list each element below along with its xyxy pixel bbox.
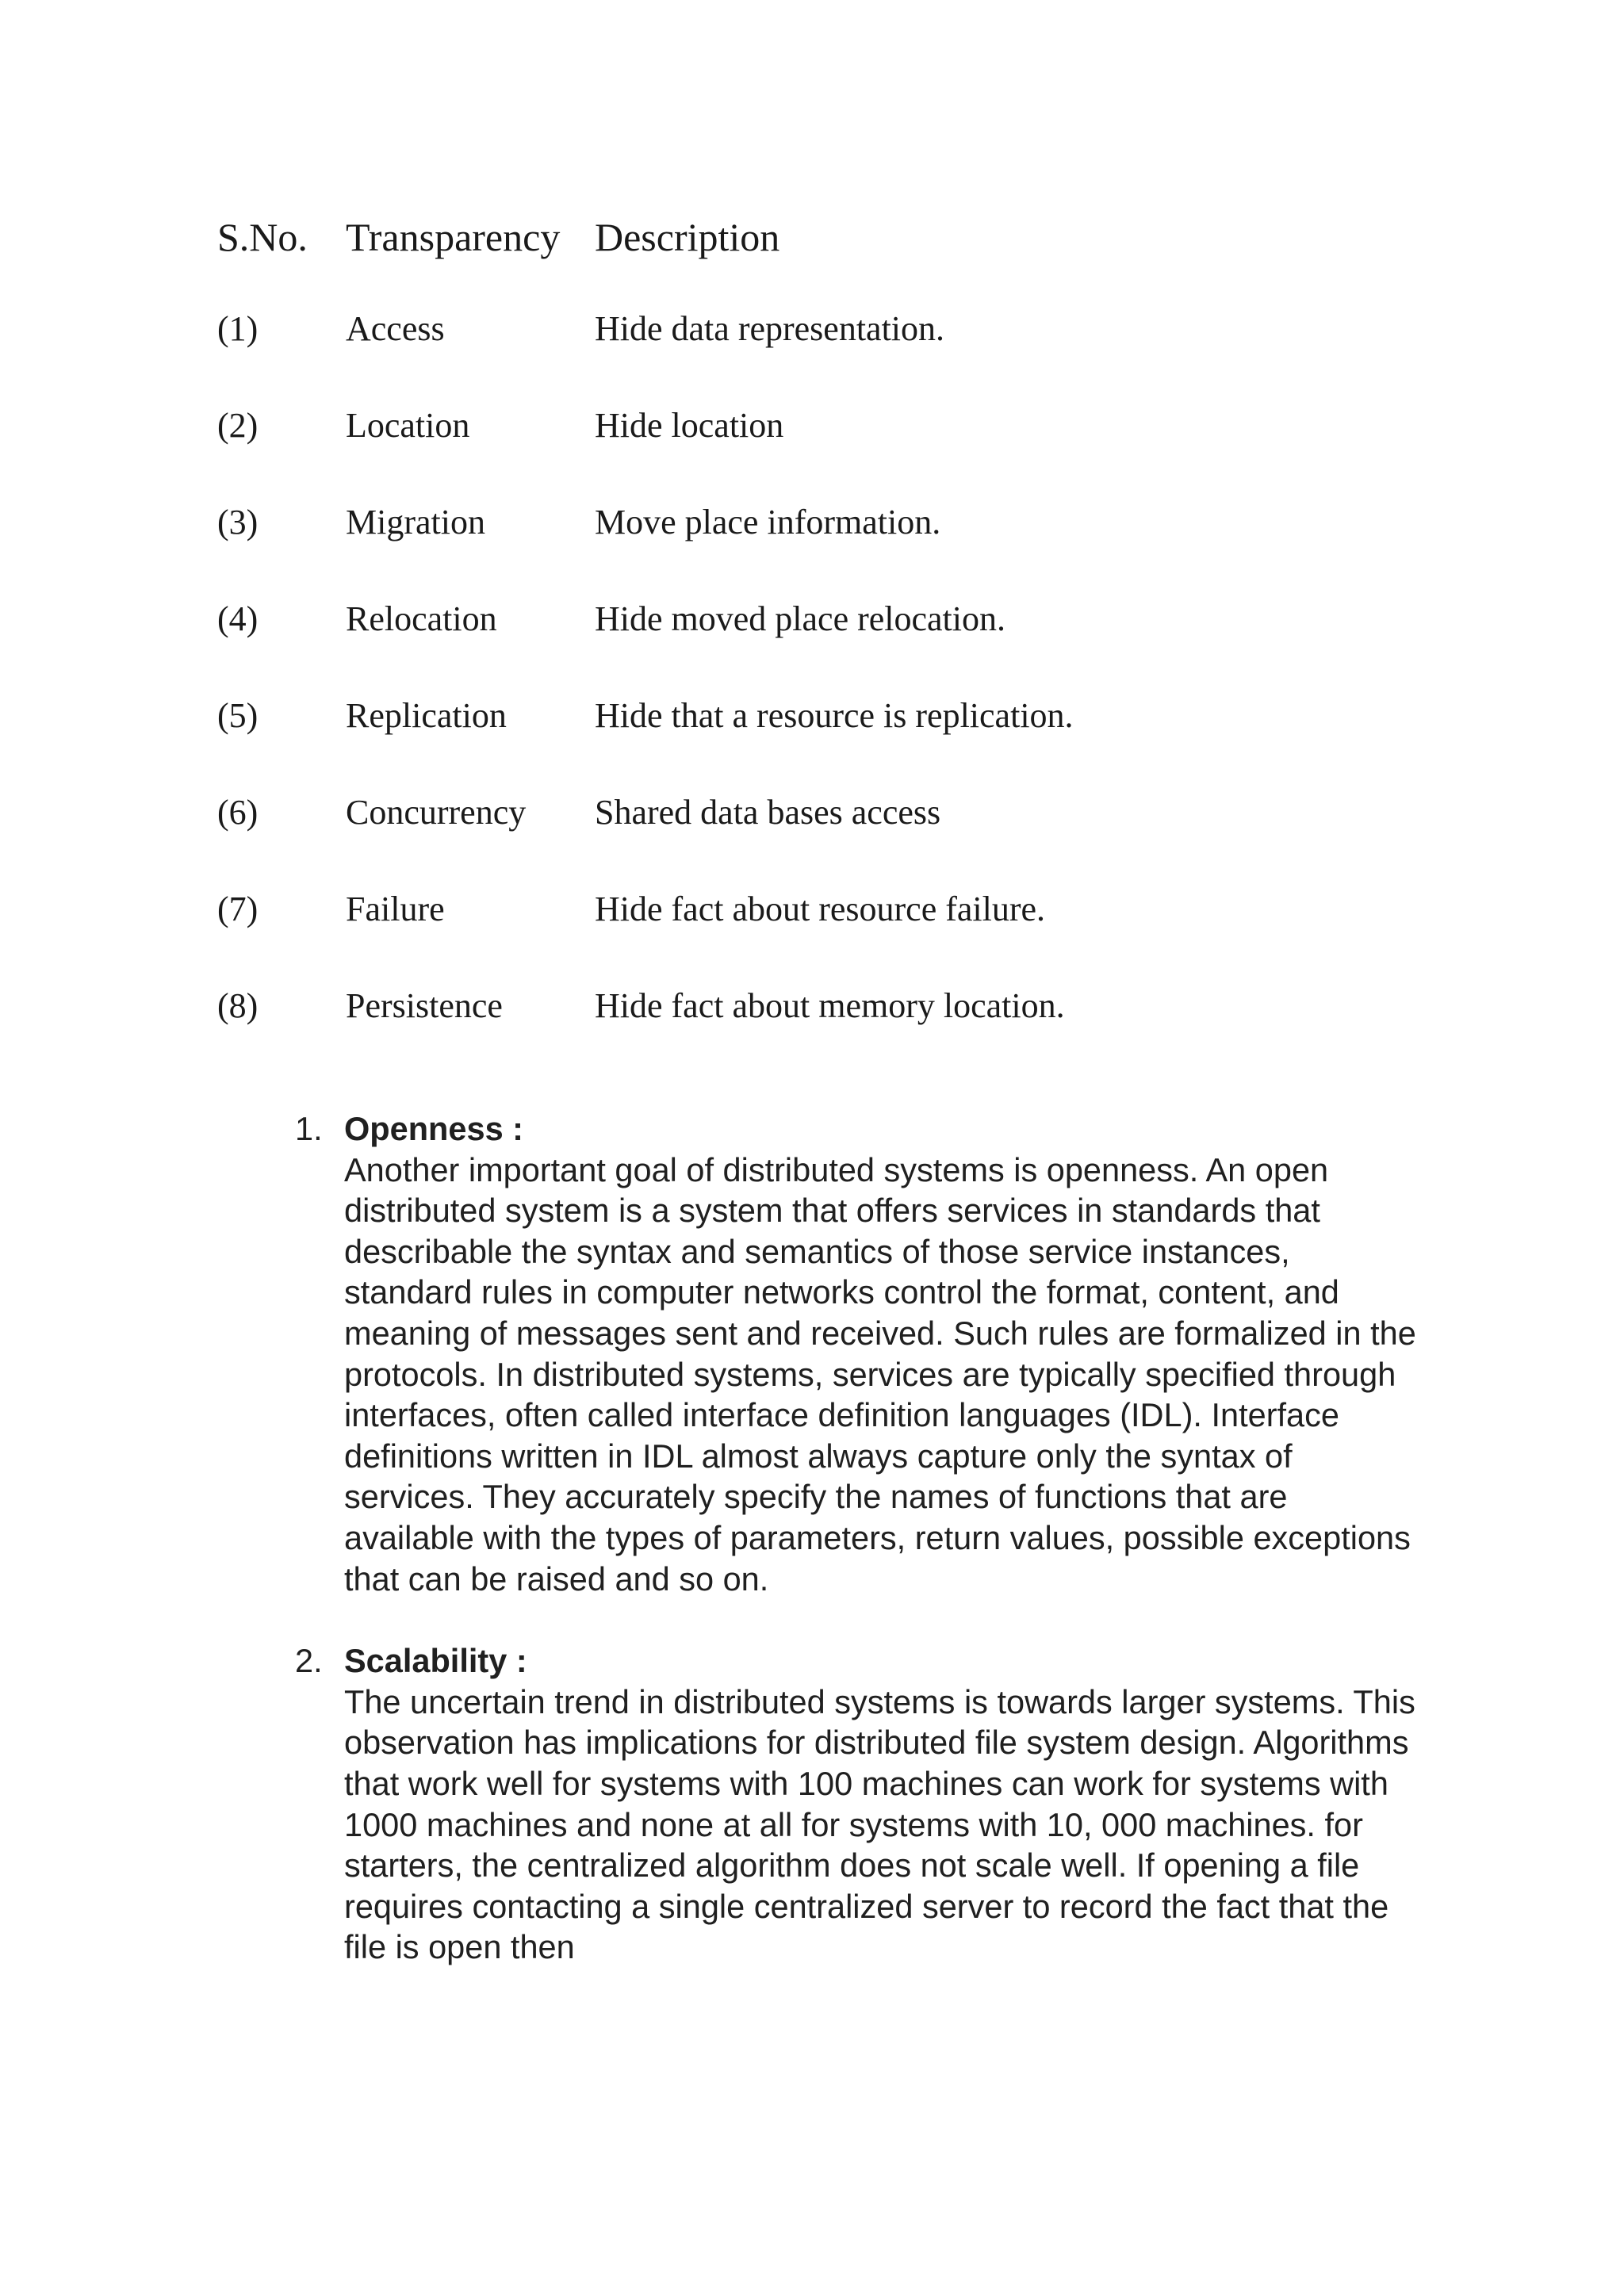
table-row [217,687,1407,783]
table-row [217,880,1407,977]
table-row [217,590,1407,687]
section-openness [295,1108,1421,1599]
row-sno: (6) [217,793,259,832]
row-description: Move place information. [595,503,941,541]
row-sno: (2) [217,406,259,445]
transparency-table [217,208,1407,1073]
header-description: Description [595,215,780,259]
row-sno: (5) [217,696,259,735]
row-transparency: Concurrency [346,793,527,832]
row-transparency: Replication [346,696,507,735]
row-description: Hide fact about resource failure. [595,890,1046,928]
section-number: 2. [295,1642,323,1680]
section-title: Scalability : [344,1642,527,1680]
row-transparency: Access [346,309,445,348]
row-description: Hide that a resource is replication. [595,696,1074,735]
section-scalability [295,1640,1421,1968]
row-sno: (4) [217,599,259,638]
table-row [217,977,1407,1073]
row-transparency: Migration [346,503,485,541]
row-sno: (1) [217,309,259,348]
row-description: Hide moved place relocation. [595,599,1006,638]
section-body: Another important goal of distributed systems is openness. An open distributed system is a system that offers services in standards that describable the syntax and semantics of those service instances, standard rules in computer networks control the format, content, and meaning of messages sent and received. Such rules are formalized in the protocols. In distributed systems, services are typically specified through interfaces, often called interface definition languages (IDL). Interface definitions written in IDL almost always capture only the syntax of services. They accurately specify the names of functions that are available with the types of parameters, return values, possible exceptions that can be raised and so on. [344,1150,1416,1598]
section-number: 1. [295,1110,323,1147]
row-transparency: Relocation [346,599,497,638]
row-description: Hide fact about memory location. [595,986,1065,1025]
row-sno: (8) [217,986,259,1025]
row-description: Shared data bases access [595,793,941,832]
row-description: Hide location [595,406,784,445]
numbered-sections [295,1108,1421,1968]
row-transparency: Persistence [346,986,503,1025]
section-title: Openness : [344,1110,524,1147]
row-transparency: Location [346,406,470,445]
table-header-row [217,208,1407,300]
table-row [217,396,1407,493]
header-transparency: Transparency [346,215,561,259]
row-transparency: Failure [346,890,445,928]
row-sno: (3) [217,503,259,541]
row-sno: (7) [217,890,259,928]
header-sno: S.No. [217,215,308,259]
table-row [217,300,1407,396]
table-row [217,493,1407,590]
row-description: Hide data representation. [595,309,945,348]
table-row [217,783,1407,880]
section-body: The uncertain trend in distributed systems is towards larger systems. This observation has implications for distributed file system design. Algorithms that work well for systems with 100 machines can work for systems with 1000 machines and none at all for systems with 10, 000 machines. for starters, the centralized algorithm does not scale well. If opening a file requires contacting a single centralized server to record the fact that the file is open then [344,1682,1415,1966]
